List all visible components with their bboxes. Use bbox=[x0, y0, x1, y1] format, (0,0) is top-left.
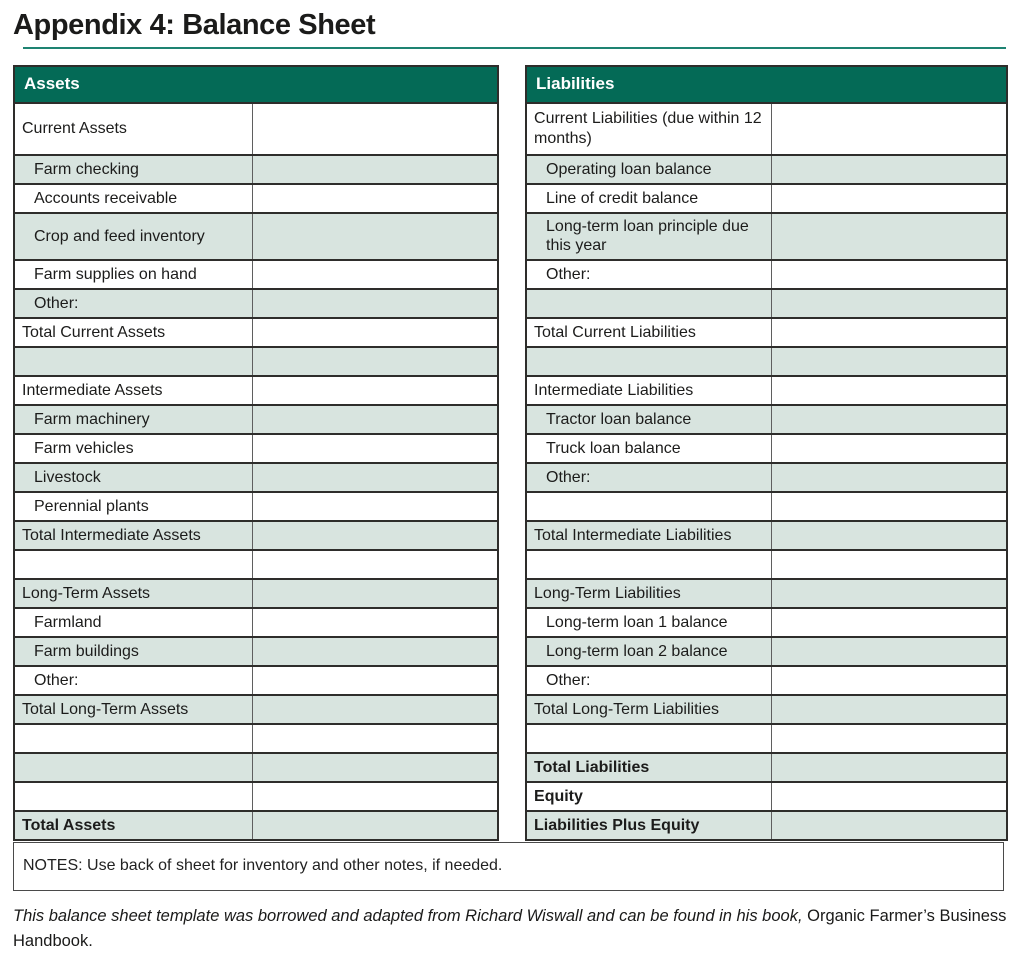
row-value-cell bbox=[771, 782, 1007, 811]
row-label-cell: Total Long-Term Liabilities bbox=[526, 695, 771, 724]
table-row bbox=[14, 376, 498, 405]
row-value-cell bbox=[771, 434, 1007, 463]
row-value-cell bbox=[771, 376, 1007, 405]
row-value-cell bbox=[771, 753, 1007, 782]
row-label-cell: Intermediate Liabilities bbox=[526, 376, 771, 405]
row-value-cell bbox=[252, 289, 498, 318]
table-row bbox=[526, 521, 1007, 550]
row-value-cell bbox=[252, 347, 498, 376]
row-label-cell: Other: bbox=[526, 463, 771, 492]
table-row bbox=[526, 811, 1007, 840]
row-label-cell: Total Current Liabilities bbox=[526, 318, 771, 347]
row-value-cell bbox=[252, 103, 498, 155]
row-value-cell bbox=[252, 434, 498, 463]
row-label-cell: Total Current Assets bbox=[14, 318, 252, 347]
table-row bbox=[14, 753, 498, 782]
table-row bbox=[526, 155, 1007, 184]
table-row bbox=[14, 492, 498, 521]
row-value-cell bbox=[252, 724, 498, 753]
table-row bbox=[526, 492, 1007, 521]
row-value-cell bbox=[771, 347, 1007, 376]
table-row bbox=[14, 405, 498, 434]
table-row bbox=[14, 782, 498, 811]
table-row bbox=[14, 213, 498, 260]
table-row bbox=[526, 318, 1007, 347]
row-label-cell: Perennial plants bbox=[14, 492, 252, 521]
row-value-cell bbox=[252, 463, 498, 492]
table-row bbox=[14, 608, 498, 637]
table-row bbox=[526, 695, 1007, 724]
table-row bbox=[14, 724, 498, 753]
footer-book-title: Organic Farmer’s Business Handbook. bbox=[13, 906, 1007, 951]
row-label-cell bbox=[14, 753, 252, 782]
row-value-cell bbox=[771, 579, 1007, 608]
row-value-cell bbox=[252, 579, 498, 608]
row-label-cell bbox=[14, 782, 252, 811]
row-label-cell bbox=[526, 492, 771, 521]
row-value-cell bbox=[771, 103, 1007, 155]
row-value-cell bbox=[252, 184, 498, 213]
row-label-cell: Other: bbox=[526, 666, 771, 695]
row-value-cell bbox=[252, 260, 498, 289]
row-value-cell bbox=[771, 608, 1007, 637]
table-row bbox=[14, 637, 498, 666]
row-label-cell: Livestock bbox=[14, 463, 252, 492]
table-row bbox=[14, 103, 498, 155]
footer-italic-text: This balance sheet template was borrowed and adapted from Richard Wiswall and can be found in his book, bbox=[13, 906, 808, 925]
table-row bbox=[526, 608, 1007, 637]
table-row bbox=[14, 260, 498, 289]
row-value-cell bbox=[771, 260, 1007, 289]
table-row bbox=[526, 753, 1007, 782]
table-row bbox=[14, 521, 498, 550]
row-value-cell bbox=[252, 405, 498, 434]
page-title: Appendix 4: Balance Sheet bbox=[13, 9, 376, 41]
table-row bbox=[14, 155, 498, 184]
table-row bbox=[526, 666, 1007, 695]
row-value-cell bbox=[771, 521, 1007, 550]
row-label-cell: Equity bbox=[526, 782, 771, 811]
row-value-cell bbox=[771, 184, 1007, 213]
table-row bbox=[14, 318, 498, 347]
table-row bbox=[526, 260, 1007, 289]
assets-header: Assets bbox=[14, 66, 498, 103]
title-rule bbox=[23, 47, 1006, 49]
row-label-cell: Current Liabilities (due within 12 months) bbox=[526, 103, 771, 155]
table-row bbox=[14, 184, 498, 213]
table-row bbox=[526, 724, 1007, 753]
table-row bbox=[14, 463, 498, 492]
liabilities-header: Liabilities bbox=[526, 66, 1007, 103]
row-label-cell: Accounts receivable bbox=[14, 184, 252, 213]
table-row bbox=[526, 405, 1007, 434]
table-row bbox=[14, 579, 498, 608]
row-label-cell: Farm machinery bbox=[14, 405, 252, 434]
table-row bbox=[526, 782, 1007, 811]
row-value-cell bbox=[771, 318, 1007, 347]
table-row bbox=[526, 463, 1007, 492]
table-row bbox=[526, 213, 1007, 260]
balance-sheet-tables bbox=[13, 65, 1006, 841]
row-value-cell bbox=[771, 724, 1007, 753]
table-row bbox=[526, 103, 1007, 155]
row-label-cell: Crop and feed inventory bbox=[14, 213, 252, 260]
row-label-cell bbox=[526, 550, 771, 579]
table-row bbox=[14, 347, 498, 376]
row-label-cell: Total Intermediate Assets bbox=[14, 521, 252, 550]
row-label-cell: Line of credit balance bbox=[526, 184, 771, 213]
table-row bbox=[14, 434, 498, 463]
row-label-cell bbox=[14, 347, 252, 376]
row-value-cell bbox=[771, 811, 1007, 840]
table-row bbox=[14, 695, 498, 724]
row-label-cell: Total Liabilities bbox=[526, 753, 771, 782]
row-label-cell: Long-term loan principle due this year bbox=[526, 213, 771, 260]
row-label-cell: Total Intermediate Liabilities bbox=[526, 521, 771, 550]
assets-table bbox=[13, 65, 499, 841]
table-row bbox=[526, 347, 1007, 376]
row-value-cell bbox=[252, 666, 498, 695]
row-value-cell bbox=[252, 811, 498, 840]
row-value-cell bbox=[771, 550, 1007, 579]
row-label-cell: Tractor loan balance bbox=[526, 405, 771, 434]
row-value-cell bbox=[771, 213, 1007, 260]
row-label-cell: Operating loan balance bbox=[526, 155, 771, 184]
assets-header-row bbox=[14, 66, 498, 103]
row-label-cell: Long-Term Assets bbox=[14, 579, 252, 608]
row-value-cell bbox=[252, 213, 498, 260]
row-label-cell: Farm buildings bbox=[14, 637, 252, 666]
row-value-cell bbox=[771, 637, 1007, 666]
row-label-cell bbox=[526, 724, 771, 753]
row-value-cell bbox=[252, 637, 498, 666]
row-value-cell bbox=[771, 666, 1007, 695]
row-value-cell bbox=[252, 155, 498, 184]
row-label-cell: Other: bbox=[14, 289, 252, 318]
row-label-cell: Long-Term Liabilities bbox=[526, 579, 771, 608]
row-label-cell: Intermediate Assets bbox=[14, 376, 252, 405]
row-value-cell bbox=[771, 492, 1007, 521]
footer-attribution bbox=[13, 904, 1013, 955]
table-row bbox=[526, 434, 1007, 463]
row-value-cell bbox=[252, 753, 498, 782]
table-row bbox=[526, 184, 1007, 213]
row-value-cell bbox=[771, 405, 1007, 434]
liabilities-header-row bbox=[526, 66, 1007, 103]
row-label-cell: Other: bbox=[14, 666, 252, 695]
row-label-cell bbox=[14, 550, 252, 579]
row-value-cell bbox=[252, 521, 498, 550]
row-label-cell: Current Assets bbox=[14, 103, 252, 155]
row-label-cell: Total Assets bbox=[14, 811, 252, 840]
row-label-cell bbox=[526, 289, 771, 318]
table-row bbox=[14, 550, 498, 579]
row-value-cell bbox=[771, 463, 1007, 492]
row-label-cell: Truck loan balance bbox=[526, 434, 771, 463]
table-row bbox=[14, 289, 498, 318]
notes-box bbox=[13, 842, 1004, 891]
row-value-cell bbox=[252, 695, 498, 724]
notes-text: NOTES: Use back of sheet for inventory and other notes, if needed. bbox=[23, 857, 503, 875]
table-row bbox=[526, 579, 1007, 608]
row-label-cell bbox=[14, 724, 252, 753]
row-label-cell: Other: bbox=[526, 260, 771, 289]
row-label-cell: Long-term loan 1 balance bbox=[526, 608, 771, 637]
table-row bbox=[14, 811, 498, 840]
row-label-cell: Total Long-Term Assets bbox=[14, 695, 252, 724]
row-value-cell bbox=[771, 289, 1007, 318]
row-value-cell bbox=[771, 695, 1007, 724]
liabilities-table bbox=[525, 65, 1008, 841]
row-value-cell bbox=[252, 782, 498, 811]
table-row bbox=[526, 289, 1007, 318]
table-row bbox=[14, 666, 498, 695]
row-label-cell: Liabilities Plus Equity bbox=[526, 811, 771, 840]
row-label-cell bbox=[526, 347, 771, 376]
table-row bbox=[526, 376, 1007, 405]
row-label-cell: Long-term loan 2 balance bbox=[526, 637, 771, 666]
row-label-cell: Farm vehicles bbox=[14, 434, 252, 463]
table-row bbox=[526, 550, 1007, 579]
row-value-cell bbox=[252, 318, 498, 347]
row-value-cell bbox=[252, 492, 498, 521]
row-label-cell: Farm checking bbox=[14, 155, 252, 184]
table-row bbox=[526, 637, 1007, 666]
row-value-cell bbox=[771, 155, 1007, 184]
row-value-cell bbox=[252, 608, 498, 637]
row-value-cell bbox=[252, 376, 498, 405]
row-label-cell: Farmland bbox=[14, 608, 252, 637]
row-label-cell: Farm supplies on hand bbox=[14, 260, 252, 289]
row-value-cell bbox=[252, 550, 498, 579]
